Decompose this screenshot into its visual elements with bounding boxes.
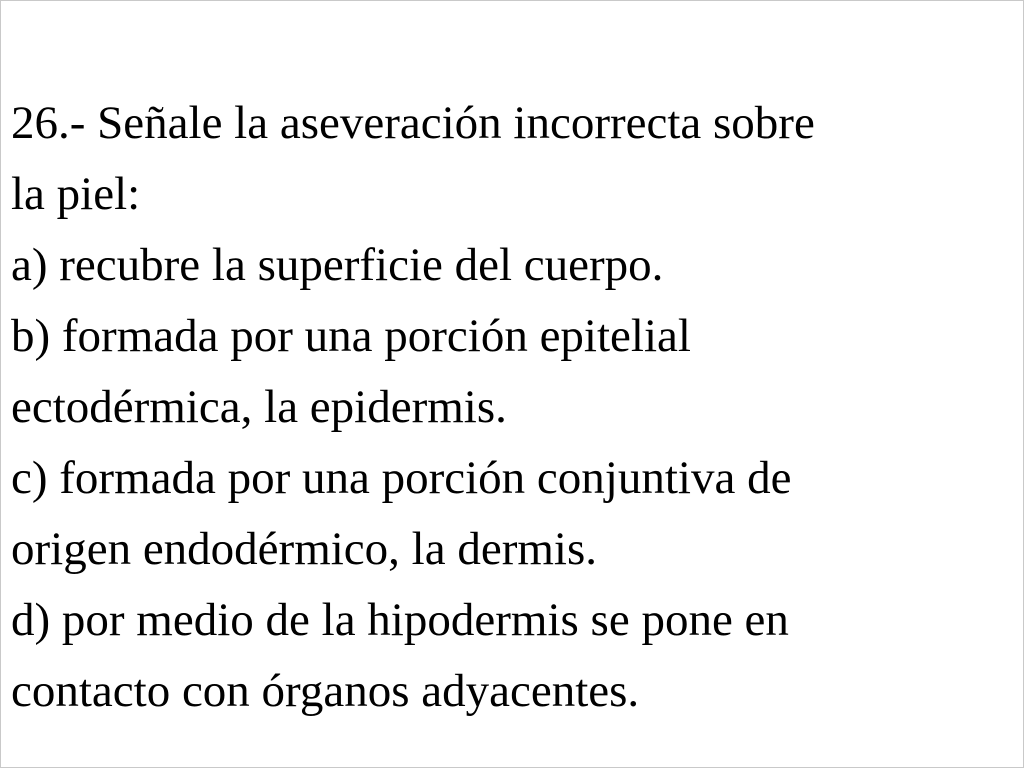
- question-block: [11, 88, 1011, 727]
- option-a-line-1: a) recubre la superficie del cuerpo.: [11, 239, 664, 291]
- question-stem-line-2: la piel:: [11, 168, 141, 220]
- question-stem-line-1: 26.- Señale la aseveración incorrecta sobre: [11, 97, 815, 149]
- option-d-line-1: d) por medio de la hipodermis se pone en: [11, 594, 789, 646]
- option-a: [11, 230, 1011, 301]
- option-b-line-1: b) formada por una porción epitelial: [11, 310, 691, 362]
- option-c-line-1: c) formada por una porción conjuntiva de: [11, 452, 792, 504]
- option-d: [11, 585, 1011, 727]
- option-b: [11, 301, 1011, 443]
- option-d-line-2: contacto con órganos adyacentes.: [11, 665, 640, 717]
- option-c: [11, 443, 1011, 585]
- option-c-line-2: origen endodérmico, la dermis.: [11, 523, 598, 575]
- option-b-line-2: ectodérmica, la epidermis.: [11, 381, 507, 433]
